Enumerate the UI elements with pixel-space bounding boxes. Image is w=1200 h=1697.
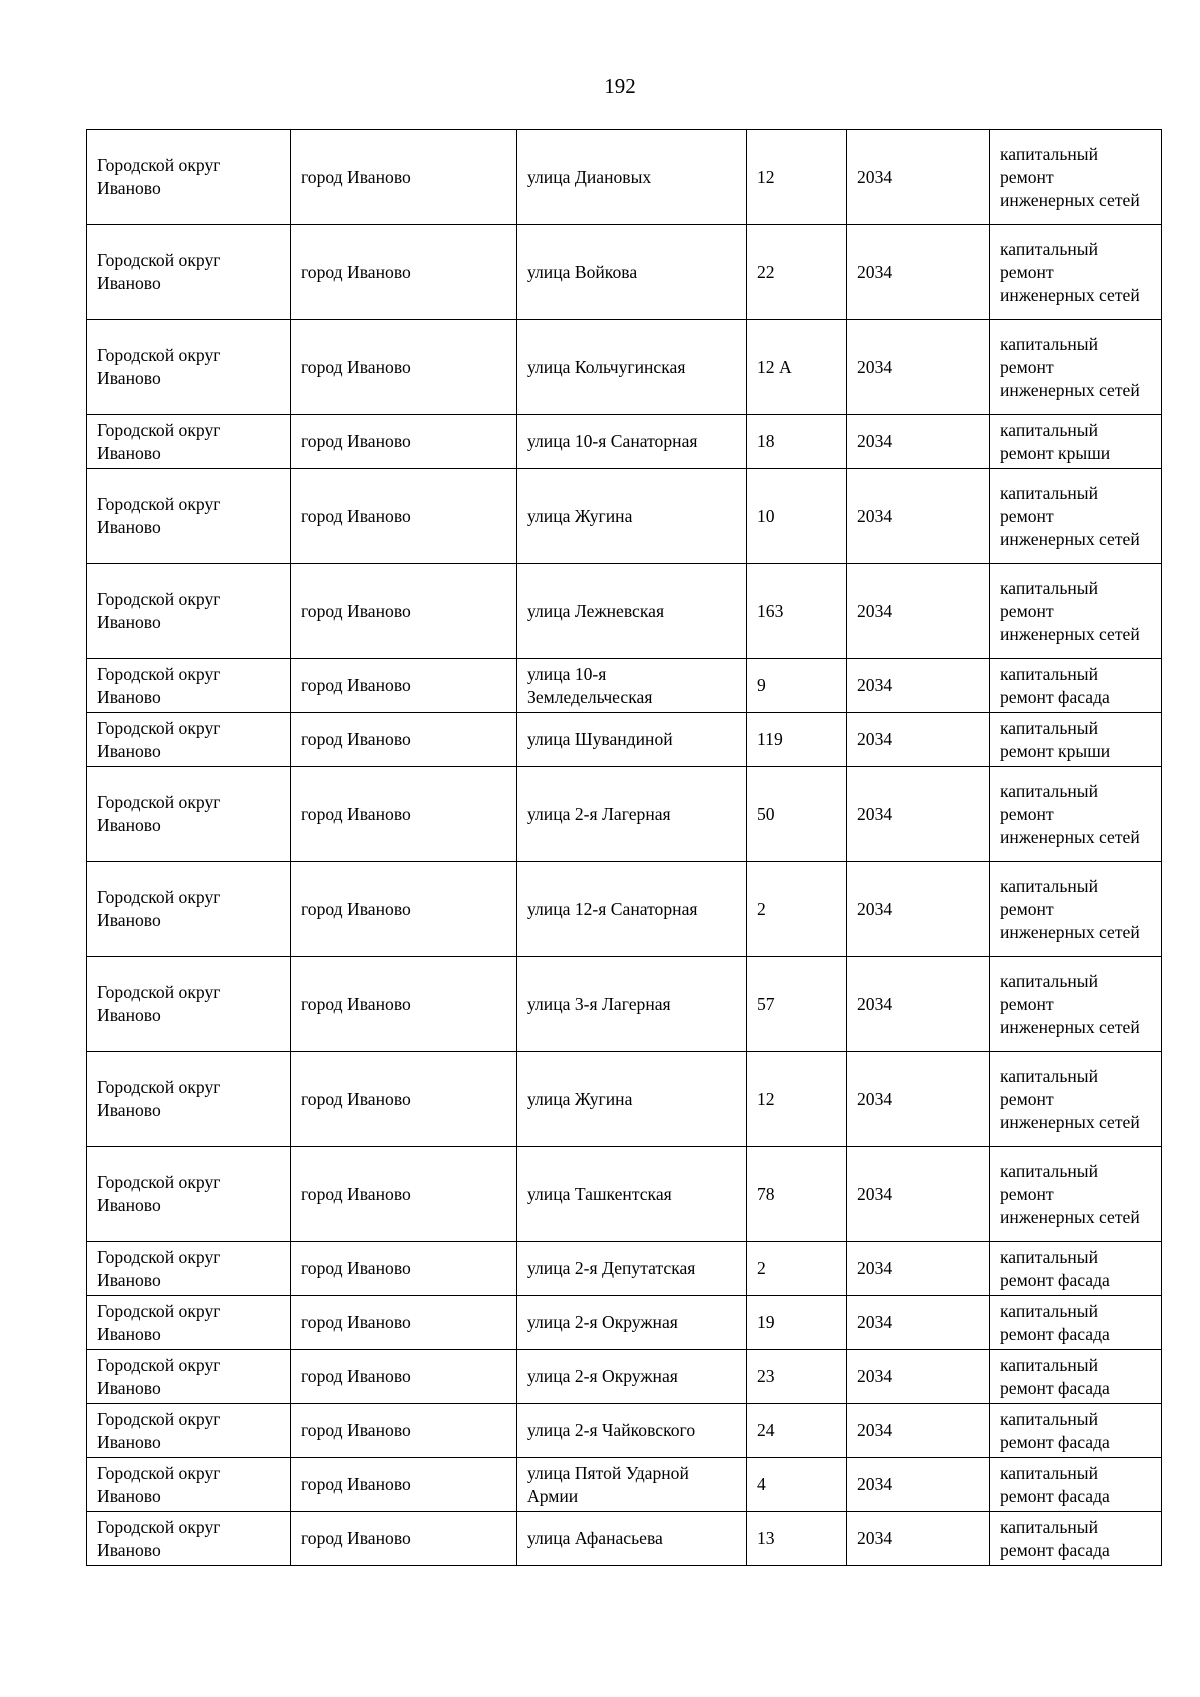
street-cell: улица Лежневская: [517, 564, 747, 659]
year-cell: 2034: [847, 415, 990, 469]
locality-cell: город Иваново: [291, 415, 517, 469]
table-row: [87, 1052, 1162, 1147]
table-row: [87, 1404, 1162, 1458]
district-cell: Городской округ Иваново: [87, 564, 291, 659]
year-cell: 2034: [847, 713, 990, 767]
locality-cell: город Иваново: [291, 1512, 517, 1566]
street-cell: улица Шувандиной: [517, 713, 747, 767]
locality-cell: город Иваново: [291, 1458, 517, 1512]
table-row: [87, 1350, 1162, 1404]
locality-cell: город Иваново: [291, 659, 517, 713]
table-row: [87, 225, 1162, 320]
work-type-cell: капитальный ремонт фасада: [990, 659, 1162, 713]
table-row: [87, 713, 1162, 767]
district-cell: Городской округ Иваново: [87, 1512, 291, 1566]
street-cell: улица 10-я Санаторная: [517, 415, 747, 469]
table-row: [87, 1512, 1162, 1566]
table-row: [87, 957, 1162, 1052]
locality-cell: город Иваново: [291, 957, 517, 1052]
year-cell: 2034: [847, 130, 990, 225]
table-row: [87, 469, 1162, 564]
work-type-cell: капитальный ремонт фасада: [990, 1458, 1162, 1512]
district-cell: Городской округ Иваново: [87, 862, 291, 957]
district-cell: Городской округ Иваново: [87, 1350, 291, 1404]
locality-cell: город Иваново: [291, 225, 517, 320]
house-number-cell: 57: [747, 957, 847, 1052]
work-type-cell: капитальный ремонт инженерных сетей: [990, 1052, 1162, 1147]
locality-cell: город Иваново: [291, 862, 517, 957]
district-cell: Городской округ Иваново: [87, 1147, 291, 1242]
locality-cell: город Иваново: [291, 1296, 517, 1350]
district-cell: Городской округ Иваново: [87, 1052, 291, 1147]
table-row: [87, 1147, 1162, 1242]
table-row: [87, 659, 1162, 713]
street-cell: улица 2-я Окружная: [517, 1296, 747, 1350]
locality-cell: город Иваново: [291, 320, 517, 415]
year-cell: 2034: [847, 225, 990, 320]
district-cell: Городской округ Иваново: [87, 957, 291, 1052]
street-cell: улица 10-я Земледельческая: [517, 659, 747, 713]
district-cell: Городской округ Иваново: [87, 713, 291, 767]
house-number-cell: 4: [747, 1458, 847, 1512]
year-cell: 2034: [847, 1458, 990, 1512]
table-row: [87, 862, 1162, 957]
house-number-cell: 19: [747, 1296, 847, 1350]
work-type-cell: капитальный ремонт инженерных сетей: [990, 957, 1162, 1052]
work-type-cell: капитальный ремонт инженерных сетей: [990, 564, 1162, 659]
district-cell: Городской округ Иваново: [87, 659, 291, 713]
house-number-cell: 2: [747, 862, 847, 957]
house-number-cell: 13: [747, 1512, 847, 1566]
street-cell: улица Войкова: [517, 225, 747, 320]
work-type-cell: капитальный ремонт крыши: [990, 713, 1162, 767]
house-number-cell: 9: [747, 659, 847, 713]
locality-cell: город Иваново: [291, 767, 517, 862]
house-number-cell: 24: [747, 1404, 847, 1458]
table-row: [87, 415, 1162, 469]
street-cell: улица 2-я Чайковского: [517, 1404, 747, 1458]
year-cell: 2034: [847, 767, 990, 862]
street-cell: улица Жугина: [517, 1052, 747, 1147]
year-cell: 2034: [847, 1350, 990, 1404]
street-cell: улица Кольчугинская: [517, 320, 747, 415]
house-number-cell: 12: [747, 130, 847, 225]
year-cell: 2034: [847, 957, 990, 1052]
work-type-cell: капитальный ремонт фасада: [990, 1296, 1162, 1350]
house-number-cell: 163: [747, 564, 847, 659]
district-cell: Городской округ Иваново: [87, 130, 291, 225]
locality-cell: город Иваново: [291, 1147, 517, 1242]
street-cell: улица Жугина: [517, 469, 747, 564]
year-cell: 2034: [847, 1296, 990, 1350]
house-number-cell: 12 А: [747, 320, 847, 415]
locality-cell: город Иваново: [291, 1052, 517, 1147]
street-cell: улица 2-я Лагерная: [517, 767, 747, 862]
work-type-cell: капитальный ремонт инженерных сетей: [990, 862, 1162, 957]
house-number-cell: 10: [747, 469, 847, 564]
table-row: [87, 1296, 1162, 1350]
locality-cell: город Иваново: [291, 1350, 517, 1404]
street-cell: улица Афанасьева: [517, 1512, 747, 1566]
work-type-cell: капитальный ремонт фасада: [990, 1512, 1162, 1566]
street-cell: улица Ташкентская: [517, 1147, 747, 1242]
year-cell: 2034: [847, 1404, 990, 1458]
district-cell: Городской округ Иваново: [87, 1296, 291, 1350]
year-cell: 2034: [847, 1052, 990, 1147]
work-type-cell: капитальный ремонт инженерных сетей: [990, 130, 1162, 225]
house-number-cell: 12: [747, 1052, 847, 1147]
year-cell: 2034: [847, 320, 990, 415]
work-type-cell: капитальный ремонт инженерных сетей: [990, 767, 1162, 862]
locality-cell: город Иваново: [291, 1404, 517, 1458]
district-cell: Городской округ Иваново: [87, 1404, 291, 1458]
street-cell: улица 12-я Санаторная: [517, 862, 747, 957]
street-cell: улица 2-я Депутатская: [517, 1242, 747, 1296]
year-cell: 2034: [847, 1512, 990, 1566]
table-row: [87, 1458, 1162, 1512]
year-cell: 2034: [847, 1147, 990, 1242]
house-number-cell: 22: [747, 225, 847, 320]
table-row: [87, 564, 1162, 659]
locality-cell: город Иваново: [291, 564, 517, 659]
work-type-cell: капитальный ремонт фасада: [990, 1404, 1162, 1458]
work-type-cell: капитальный ремонт фасада: [990, 1242, 1162, 1296]
housing-repair-table: [86, 129, 1162, 1566]
street-cell: улица Диановых: [517, 130, 747, 225]
house-number-cell: 23: [747, 1350, 847, 1404]
year-cell: 2034: [847, 564, 990, 659]
year-cell: 2034: [847, 862, 990, 957]
house-number-cell: 18: [747, 415, 847, 469]
table-row: [87, 320, 1162, 415]
street-cell: улица 2-я Окружная: [517, 1350, 747, 1404]
house-number-cell: 50: [747, 767, 847, 862]
table-row: [87, 767, 1162, 862]
street-cell: улица Пятой Ударной Армии: [517, 1458, 747, 1512]
house-number-cell: 2: [747, 1242, 847, 1296]
house-number-cell: 78: [747, 1147, 847, 1242]
district-cell: Городской округ Иваново: [87, 1458, 291, 1512]
work-type-cell: капитальный ремонт инженерных сетей: [990, 225, 1162, 320]
year-cell: 2034: [847, 1242, 990, 1296]
locality-cell: город Иваново: [291, 1242, 517, 1296]
table-row: [87, 1242, 1162, 1296]
locality-cell: город Иваново: [291, 130, 517, 225]
district-cell: Городской округ Иваново: [87, 767, 291, 862]
page-number: 192: [604, 74, 636, 98]
year-cell: 2034: [847, 659, 990, 713]
locality-cell: город Иваново: [291, 469, 517, 564]
locality-cell: город Иваново: [291, 713, 517, 767]
street-cell: улица 3-я Лагерная: [517, 957, 747, 1052]
district-cell: Городской округ Иваново: [87, 469, 291, 564]
table-row: [87, 130, 1162, 225]
district-cell: Городской округ Иваново: [87, 320, 291, 415]
work-type-cell: капитальный ремонт крыши: [990, 415, 1162, 469]
district-cell: Городской округ Иваново: [87, 225, 291, 320]
work-type-cell: капитальный ремонт инженерных сетей: [990, 1147, 1162, 1242]
district-cell: Городской округ Иваново: [87, 415, 291, 469]
work-type-cell: капитальный ремонт фасада: [990, 1350, 1162, 1404]
work-type-cell: капитальный ремонт инженерных сетей: [990, 469, 1162, 564]
house-number-cell: 119: [747, 713, 847, 767]
table-body: [87, 130, 1162, 1566]
district-cell: Городской округ Иваново: [87, 1242, 291, 1296]
work-type-cell: капитальный ремонт инженерных сетей: [990, 320, 1162, 415]
year-cell: 2034: [847, 469, 990, 564]
